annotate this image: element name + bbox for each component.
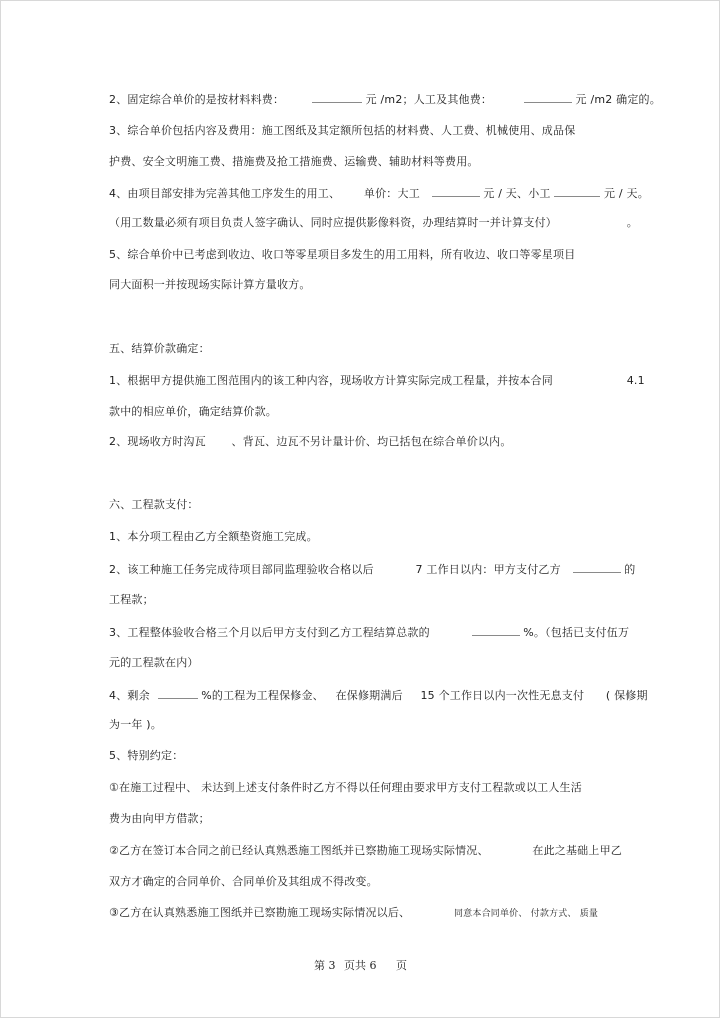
blank-field: [312, 91, 362, 103]
doc-line-3-cont: 护费、安全文明施工费、措施费及抢工措施费、运输费、辅助材料等费用。: [109, 155, 479, 168]
blank-field: [432, 185, 480, 197]
text: 1、根据甲方提供施工图范围内的该工种内容，现场收方计算实际完成工程量，并按本合同: [109, 374, 553, 387]
doc-payment-line-3-cont: 元的工程款在内）: [109, 656, 199, 669]
text: ②乙方在签订本合同之前已经认真熟悉施工图纸并已察勘施工现场实际情况、: [109, 844, 489, 857]
doc-special-clause-2-cont: 双方才确定的合同单价、合同单价及其组成不得改变。: [109, 875, 378, 888]
text: 在此之基础上甲乙: [532, 844, 622, 857]
doc-line-5-cont: 同大面积一并按现场实际计算方量收方。: [109, 278, 311, 291]
doc-special-clause-2: [109, 844, 622, 858]
text: 。: [626, 216, 638, 229]
text: 、背瓦、边瓦不另计量计价、均已括包在综合单价以内。: [231, 435, 512, 448]
doc-line-2-fixed-price: [109, 91, 661, 107]
text: 元 /m2 确定的。: [575, 93, 661, 106]
doc-line-3: 3、综合单价包括内容及费用：施工图纸及其定额所包括的材料费、人工费、机械使用、成品保: [109, 124, 576, 137]
doc-payment-line-3: [109, 624, 629, 640]
doc-special-clause-1: ①在施工过程中、 未达到上述支付条件时乙方不得以任何理由要求甲方支付工程款或以工人生活: [109, 781, 582, 794]
text: 15 个工作日以内一次性无息支付: [420, 689, 585, 702]
page-number: 第 3: [314, 959, 336, 972]
page-suffix: 页: [396, 959, 407, 972]
text: 4、由项目部安排为完善其他工序发生的用工、: [109, 187, 341, 200]
doc-settlement-line-1: [109, 374, 645, 388]
text: 在保修期满后: [335, 689, 403, 702]
text: 单价：大工: [363, 187, 420, 200]
doc-line-4: [109, 185, 649, 201]
blank-field: [472, 624, 520, 636]
text: （用工数量必须有项目负责人签字确认、同时应提供影像料资，办理结算时一并计算支付）: [109, 216, 557, 229]
doc-payment-line-1: 1、本分项工程由乙方全额垫资施工完成。: [109, 530, 318, 543]
text: %的工程为工程保修金、: [201, 689, 324, 702]
text: ③乙方在认真熟悉施工图纸并已察勘施工现场实际情况以后、: [109, 906, 411, 919]
doc-payment-line-5: 5、特别约定：: [109, 749, 184, 762]
text: 的: [624, 563, 636, 576]
text: %。（包括已支付伍万: [523, 626, 630, 639]
text: 4.1: [626, 374, 645, 387]
text: ( 保修期: [605, 689, 648, 702]
text: 同意本合同单价、 付款方式、 质量: [453, 909, 599, 919]
doc-payment-line-2-cont: 工程款；: [109, 593, 154, 606]
blank-field: [554, 185, 600, 197]
text: 元 /m2；人工及其他费：: [365, 93, 493, 106]
text: 2、现场收方时沟瓦: [109, 435, 206, 448]
text: 元 / 天、小工: [483, 187, 551, 200]
doc-payment-line-4: [109, 687, 648, 703]
blank-field: [524, 91, 572, 103]
text: 3、工程整体验收合格三个月以后甲方支付到乙方工程结算总款的: [109, 626, 430, 639]
doc-payment-line-2: [109, 561, 635, 577]
doc-special-clause-3: [109, 906, 598, 921]
doc-line-5: 5、综合单价中已考虑到收边、收口等零星项目多发生的用工用料，所有收边、收口等零星项目: [109, 248, 576, 261]
blank-field: [573, 561, 621, 573]
page-total: 页共 6: [344, 959, 377, 972]
text: 7 工作日以内：甲方支付乙方: [415, 563, 561, 576]
doc-special-clause-1-cont: 费为由向甲方借款；: [109, 812, 210, 825]
text: 元 / 天。: [604, 187, 649, 200]
text: 2、该工种施工任务完成待项目部同监理验收合格以后: [109, 563, 374, 576]
doc-settlement-line-2: [109, 435, 512, 449]
text: 4、剩余: [109, 689, 150, 702]
doc-payment-line-4-cont: 为一年 )。: [109, 718, 162, 731]
section-heading-settlement: 五、结算价款确定：: [109, 342, 210, 355]
section-heading-payment: 六、工程款支付：: [109, 498, 199, 511]
doc-settlement-line-1-cont: 款中的相应单价，确定结算价款。: [109, 405, 277, 418]
text: 2、固定综合单价的是按材料料费：: [109, 93, 285, 106]
blank-field: [158, 687, 198, 699]
doc-line-4-note: [109, 216, 638, 230]
